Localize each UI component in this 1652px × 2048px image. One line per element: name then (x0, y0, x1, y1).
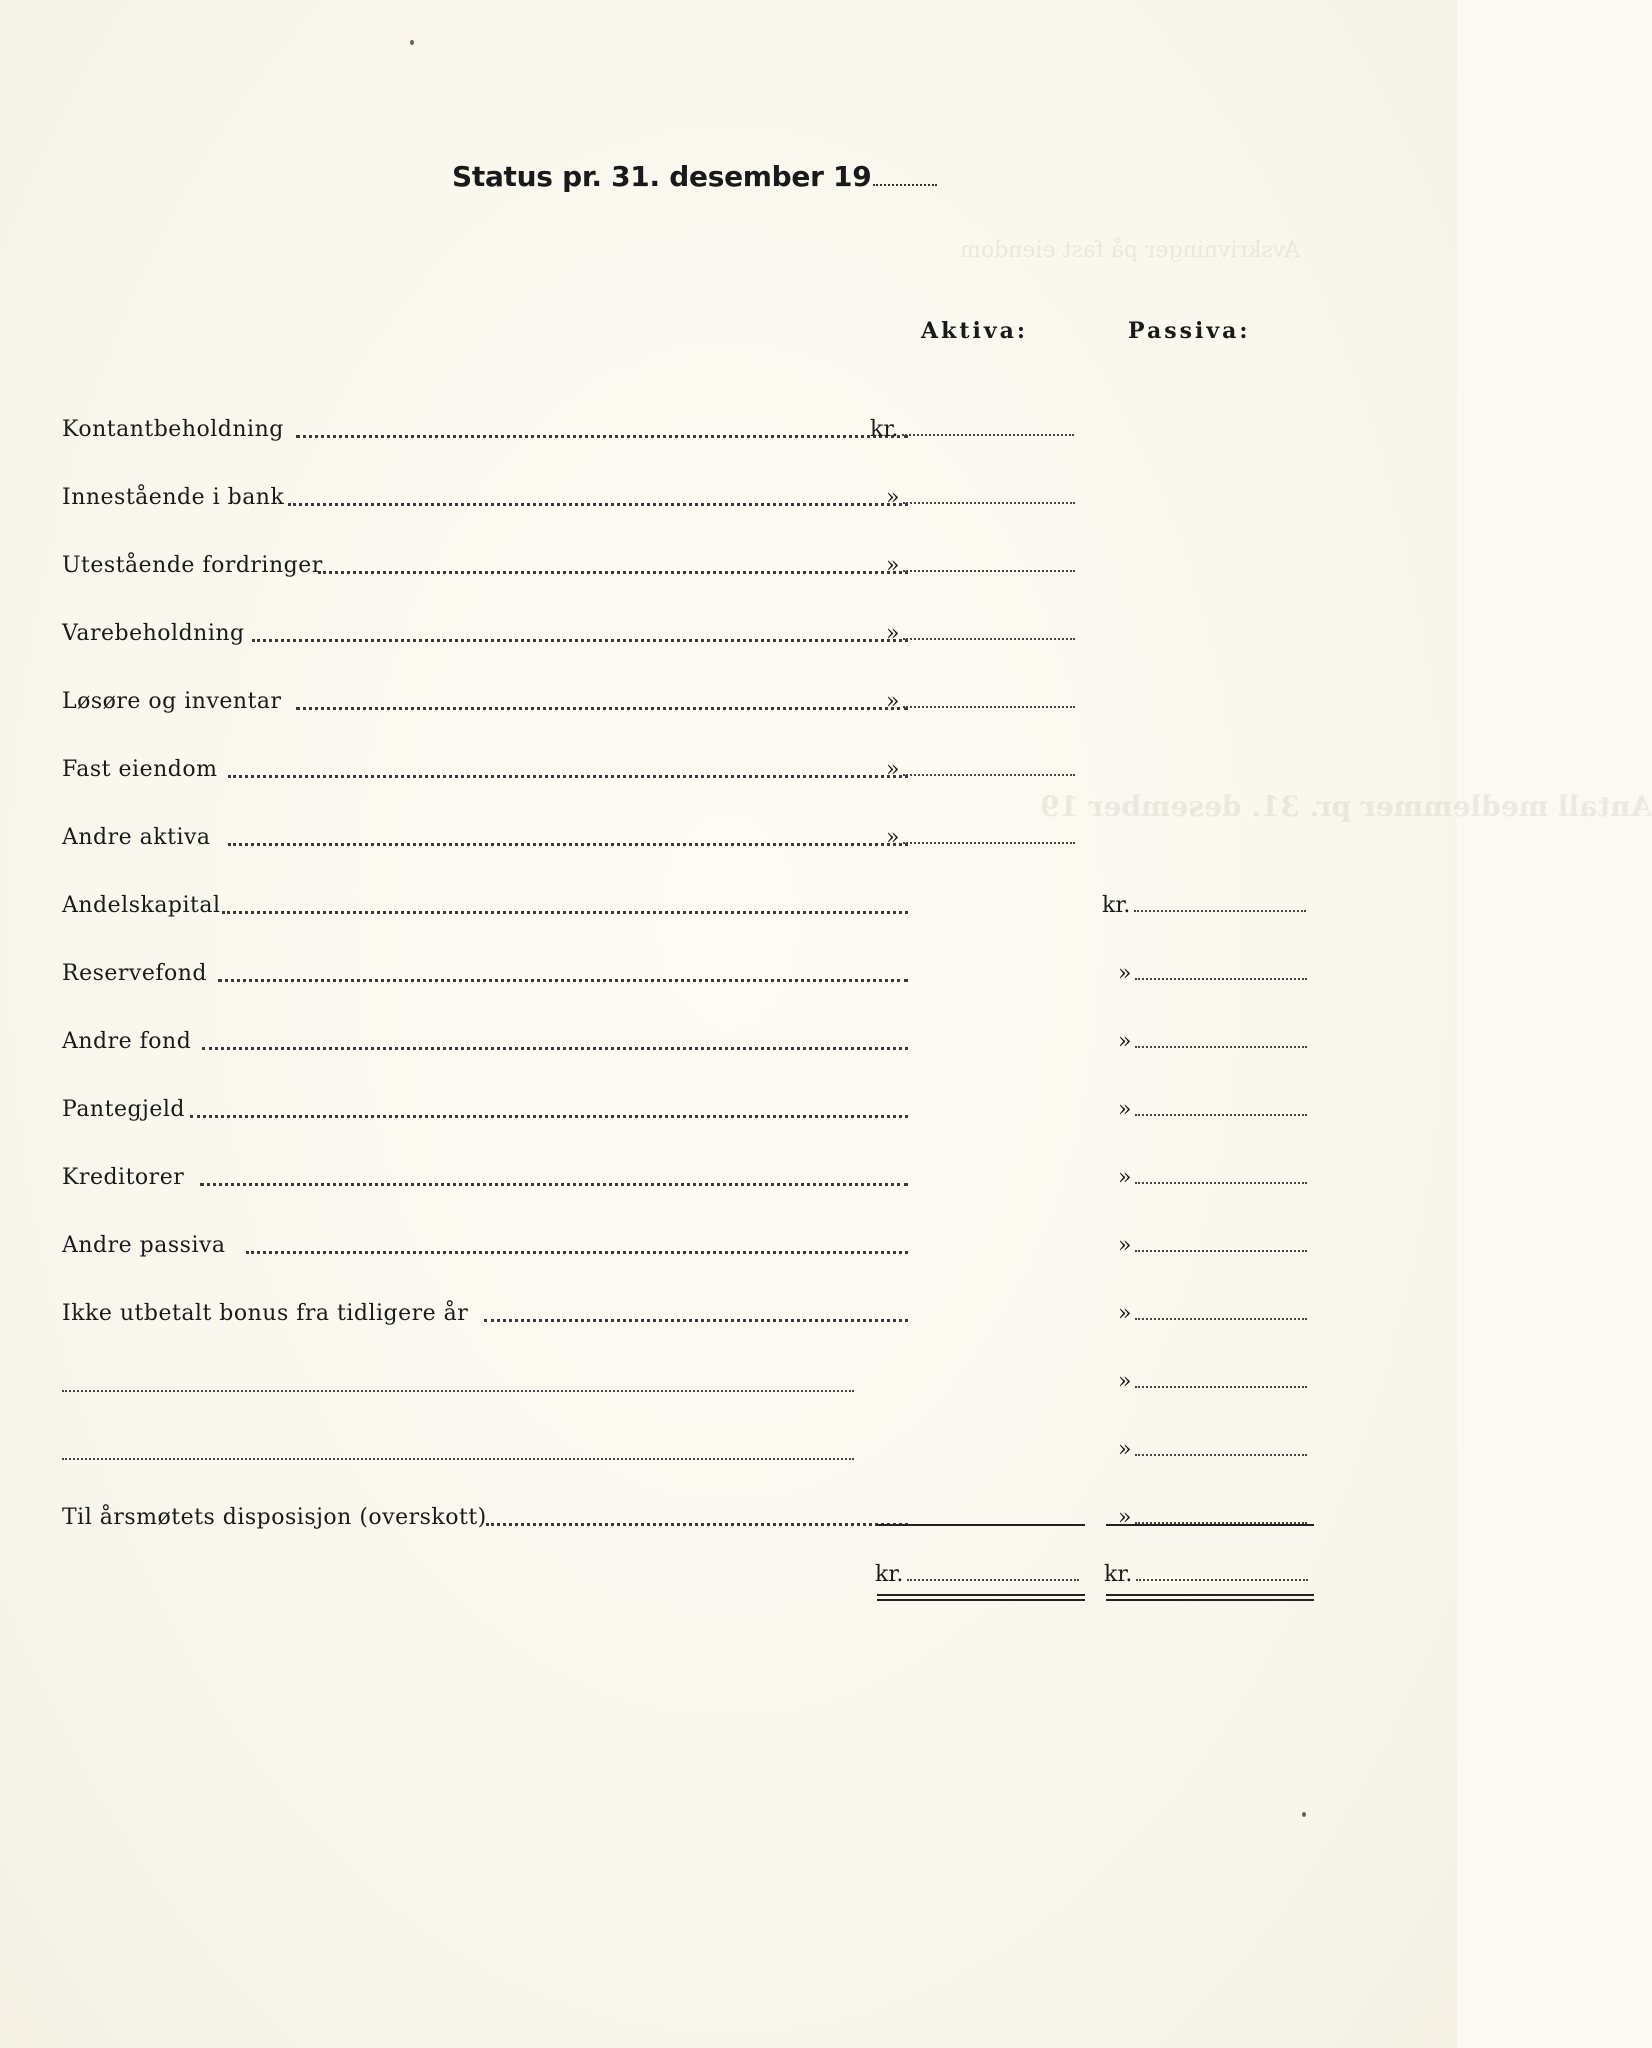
dot-leader (246, 1251, 908, 1254)
passiva-amount-field[interactable] (1118, 1301, 1307, 1326)
aktiva-row (62, 814, 1314, 854)
dot-leader (218, 979, 908, 982)
row-label: Innestående i bank (62, 485, 285, 510)
passiva-amount-field[interactable] (1118, 1505, 1307, 1530)
aktiva-amount-field[interactable] (886, 689, 1075, 714)
passiva-total-field[interactable] (1104, 1562, 1308, 1587)
ditto-marker: » (886, 689, 900, 714)
aktiva-amount-field[interactable] (886, 621, 1075, 646)
dot-leader (318, 571, 908, 574)
ditto-marker: » (886, 621, 900, 646)
ditto-marker: » (1118, 961, 1132, 986)
dot-leader (228, 775, 908, 778)
ditto-marker: » (1118, 1505, 1132, 1530)
currency-marker: kr. (875, 1562, 904, 1587)
dot-leader (486, 1523, 908, 1526)
dot-leader (296, 707, 908, 710)
currency-marker: kr. (1102, 893, 1131, 918)
passiva-amount-field[interactable] (1118, 1437, 1307, 1462)
passiva-amount-field[interactable] (1118, 1165, 1307, 1190)
ditto-marker: » (1118, 1301, 1132, 1326)
aktiva-row (62, 406, 1314, 446)
row-label: Andelskapital (62, 893, 221, 918)
dot-leader (288, 503, 908, 506)
ditto-marker: » (1118, 1437, 1132, 1462)
ditto-marker: » (886, 553, 900, 578)
dot-leader (222, 911, 908, 914)
row-label: Kontantbeholdning (62, 417, 284, 442)
row-label: Ikke utbetalt bonus fra tidligere år (62, 1301, 469, 1326)
dot-leader (228, 843, 908, 846)
ditto-marker: » (1118, 1233, 1132, 1258)
passiva-row (62, 1086, 1314, 1126)
aktiva-amount-field[interactable] (886, 825, 1075, 850)
row-label: Andre passiva (62, 1233, 226, 1258)
dot-leader (202, 1047, 908, 1050)
ditto-marker: » (1118, 1029, 1132, 1054)
passiva-amount-field[interactable] (1118, 1029, 1307, 1054)
passiva-row (62, 1154, 1314, 1194)
row-label: Kreditorer (62, 1165, 185, 1190)
passiva-heading: Passiva: (1128, 318, 1251, 344)
aktiva-amount-field[interactable] (886, 553, 1075, 578)
row-label: Reservefond (62, 961, 207, 986)
aktiva-amount-field[interactable] (886, 757, 1075, 782)
document-title (452, 160, 937, 193)
row-label: Andre aktiva (62, 825, 211, 850)
aktiva-sum-rule (877, 1524, 1085, 1526)
passiva-sum-rule (1106, 1524, 1314, 1526)
passiva-row (62, 1290, 1314, 1330)
aktiva-total-field[interactable] (875, 1562, 1079, 1587)
currency-marker: kr. (870, 417, 899, 442)
dot-leader (190, 1115, 908, 1118)
aktiva-amount-field[interactable] (886, 485, 1075, 510)
passiva-amount-field[interactable] (1118, 1097, 1307, 1122)
ditto-marker: » (1118, 1369, 1132, 1394)
dot-leader (296, 435, 908, 438)
year-blank-field[interactable] (873, 184, 937, 186)
aktiva-row (62, 474, 1314, 514)
row-label: Varebeholdning (62, 621, 245, 646)
paper-speck (410, 40, 414, 45)
passiva-amount-field[interactable] (1118, 1233, 1307, 1258)
passiva-amount-field[interactable] (1118, 1369, 1307, 1394)
blank-row (62, 1358, 1314, 1398)
row-label: Løsøre og inventar (62, 689, 282, 714)
aktiva-total-double-rule (877, 1594, 1085, 1596)
surplus-row (62, 1494, 1314, 1534)
passiva-amount-field[interactable] (1102, 893, 1306, 918)
row-label: Andre fond (62, 1029, 192, 1054)
dot-leader (200, 1183, 908, 1186)
title-text: Status pr. 31. desember 19 (452, 160, 872, 193)
aktiva-row (62, 746, 1314, 786)
passiva-row (62, 1018, 1314, 1058)
passiva-total-double-rule (1106, 1599, 1314, 1601)
passiva-amount-field[interactable] (1118, 961, 1307, 986)
blank-row (62, 1426, 1314, 1466)
passiva-row (62, 950, 1314, 990)
dot-leader (484, 1319, 908, 1322)
row-label: Til årsmøtets disposisjon (overskott) (62, 1505, 487, 1530)
paper-speck (1302, 1812, 1306, 1817)
dot-leader (252, 639, 908, 642)
aktiva-amount-field[interactable] (870, 417, 1074, 442)
passiva-row (62, 882, 1314, 922)
blank-label-field[interactable] (62, 1458, 854, 1460)
blank-label-field[interactable] (62, 1390, 854, 1392)
row-label: Utestående fordringer (62, 553, 323, 578)
aktiva-row (62, 610, 1314, 650)
aktiva-row (62, 678, 1314, 718)
passiva-row (62, 1222, 1314, 1262)
ditto-marker: » (886, 825, 900, 850)
row-label: Fast eiendom (62, 757, 218, 782)
ditto-marker: » (1118, 1165, 1132, 1190)
aktiva-heading: Aktiva: (921, 318, 1028, 344)
passiva-total-double-rule (1106, 1594, 1314, 1596)
aktiva-row (62, 542, 1314, 582)
bleed-through-text: Avskrivninger på fast eiendom (960, 238, 1301, 263)
ditto-marker: » (1118, 1097, 1132, 1122)
ditto-marker: » (886, 485, 900, 510)
bleed-through-text: Antall medlemmer pr. 31. desember 19 (1040, 790, 1652, 823)
ditto-marker: » (886, 757, 900, 782)
aktiva-total-double-rule (877, 1599, 1085, 1601)
currency-marker: kr. (1104, 1562, 1133, 1587)
row-label: Pantegjeld (62, 1097, 186, 1122)
